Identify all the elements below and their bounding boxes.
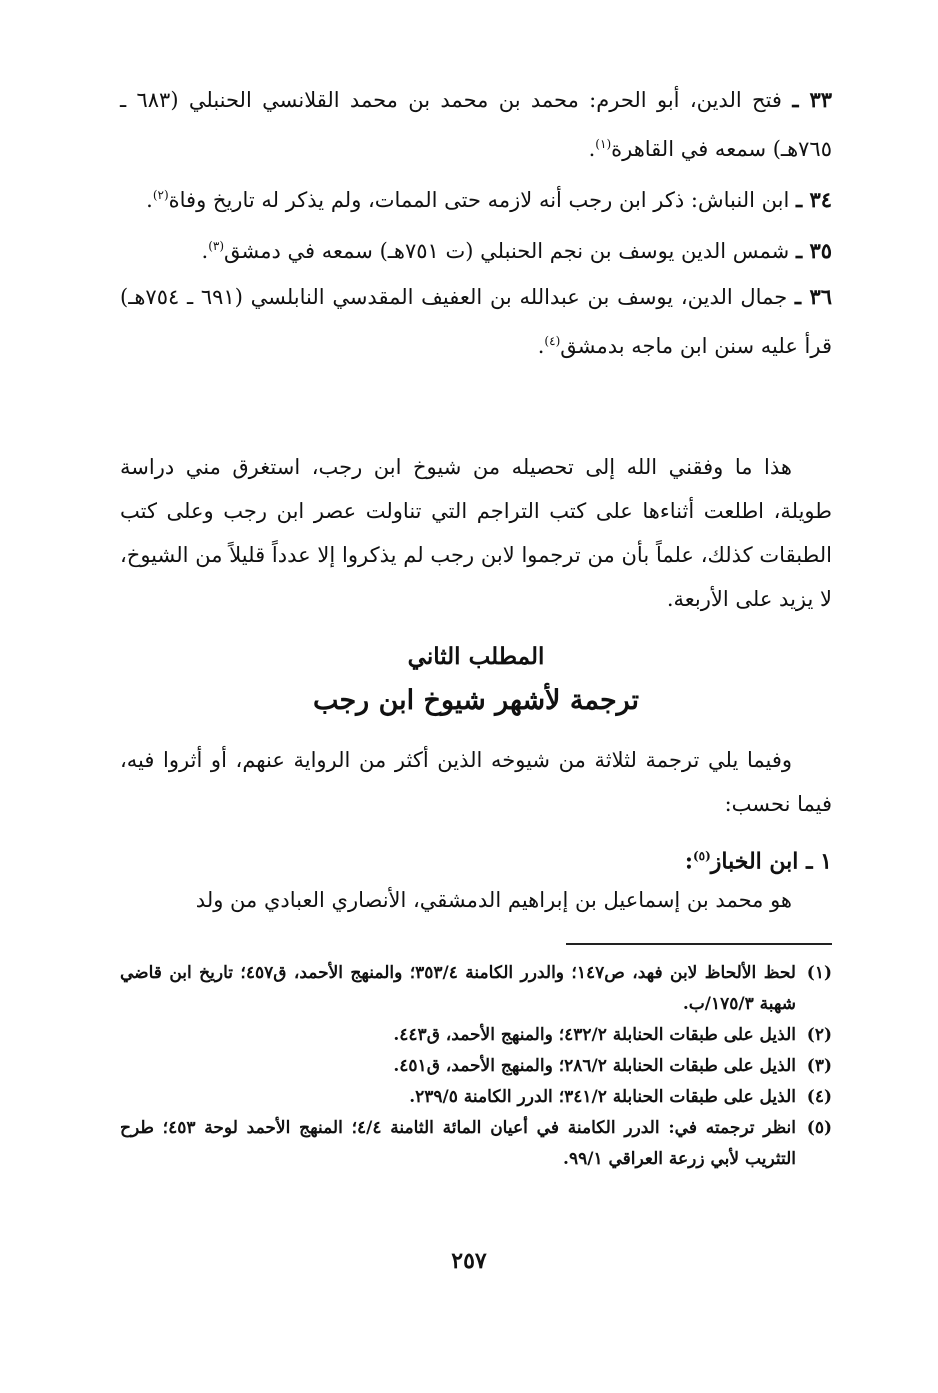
entry-end: . xyxy=(588,137,596,161)
entry-text: جمال الدين، يوسف بن عبدالله بن العفيف المقدسي النابلسي (٦٩١ ـ ٧٥٤هـ) قرأ عليه سنن ابن ماجه بدمشق xyxy=(120,285,832,358)
subsection-heading xyxy=(120,834,832,883)
subsection-label: ١ ـ ابن الخباز xyxy=(710,848,832,875)
footnote-ref: (٤) xyxy=(544,334,561,348)
footnote-text: الذيل على طبقات الحنابلة ٢٨٦/٢؛ والمنهج الأحمد، ق٤٥١. xyxy=(393,1056,796,1076)
footnote-ref: (٢) xyxy=(152,188,169,202)
entry-33 xyxy=(120,78,832,171)
footnote-ref: (٣) xyxy=(208,239,225,253)
footnote-5 xyxy=(120,1113,832,1175)
entry-text: ابن النباش: ذكر ابن رجب أنه لازمه حتى الممات، ولم يذكر له تاريخ وفاة xyxy=(168,188,790,212)
section-heading xyxy=(120,636,832,724)
shaykh-entries-list xyxy=(120,78,832,368)
footnote-ref: (١) xyxy=(595,137,612,151)
biography-text: هو محمد بن إسماعيل بن إبراهيم الدمشقي، الأنصاري العبادي من ولد xyxy=(195,888,792,912)
entry-35 xyxy=(120,224,832,273)
page-number: ٢٥٧ xyxy=(451,1248,487,1274)
summary-paragraph: هذا ما وفقني الله إلى تحصيله من شيوخ ابن رجب، استغرق مني دراسة طويلة، اطلعت أثناءها على كتب التراجم التي تناولت عصر ابن رجب وعلى كتب الطبقات كذلك، علماً بأن من ترجموا لابن رجب لم يذكروا إلا عدداً قليلاً من الشيوخ، لا يزيد على الأربعة. xyxy=(120,455,832,611)
footnote-number: (٤) xyxy=(806,1087,832,1107)
entry-number: ٣٤ ـ xyxy=(795,187,832,212)
entry-end: . xyxy=(537,334,545,358)
footnote-1 xyxy=(120,958,832,1020)
section-subheading: المطلب الثاني xyxy=(407,643,545,670)
entry-number: ٣٥ ـ xyxy=(795,238,832,263)
entry-end: . xyxy=(201,239,209,263)
entry-36 xyxy=(120,275,832,368)
section-title: ترجمة لأشهر شيوخ ابن رجب xyxy=(312,685,640,716)
footnote-ref: (٥) xyxy=(692,849,711,863)
intro-paragraph: وفيما يلي ترجمة لثلاثة من شيوخه الذين أكثر من الرواية عنهم، أو أثروا فيه، فيما نحسب: xyxy=(120,748,832,816)
entry-number: ٣٣ ـ xyxy=(792,87,832,112)
footnote-2 xyxy=(120,1020,832,1051)
footnote-text: الذيل على طبقات الحنابلة ٤٣٢/٢؛ والمنهج الأحمد، ق٤٤٣. xyxy=(393,1025,796,1045)
footnotes-list xyxy=(120,958,832,1175)
footnote-3 xyxy=(120,1051,832,1082)
footnote-number: (٣) xyxy=(806,1056,832,1076)
entry-number: ٣٦ ـ xyxy=(794,284,832,309)
entry-34 xyxy=(120,173,832,222)
subsection-end: : xyxy=(684,848,693,875)
footnote-number: (٢) xyxy=(806,1025,832,1045)
footnote-number: (٥) xyxy=(806,1118,832,1138)
entry-text: فتح الدين، أبو الحرم: محمد بن محمد بن محمد القلانسي الحنبلي (٦٨٣ ـ ٧٦٥هـ) سمعه في القاهرة xyxy=(120,88,832,161)
footnote-text: لحظ الألحاظ لابن فهد، ص١٤٧؛ والدرر الكامنة ٣٥٣/٤؛ والمنهج الأحمد، ق٤٥٧؛ تاريخ ابن قاضي شهبة ١٧٥/٣/ب. xyxy=(120,963,796,1014)
entry-end: . xyxy=(146,188,153,212)
footnote-4 xyxy=(120,1082,832,1113)
footnote-text: انظر ترجمته في: الدرر الكامنة في أعيان المائة الثامنة ٤/٤؛ المنهج الأحمد لوحة ٤٥٣؛ طرح التثريب لأبي زرعة العراقي ٩٩/١. xyxy=(120,1118,797,1169)
footnote-text: الذيل على طبقات الحنابلة ٣٤١/٢؛ الدرر الكامنة ٢٣٩/٥. xyxy=(409,1087,796,1107)
entry-text: شمس الدين يوسف بن نجم الحنبلي (ت ٧٥١هـ) سمعه في دمشق xyxy=(224,239,790,263)
footnote-divider xyxy=(566,943,832,945)
footnote-number: (١) xyxy=(806,963,832,983)
